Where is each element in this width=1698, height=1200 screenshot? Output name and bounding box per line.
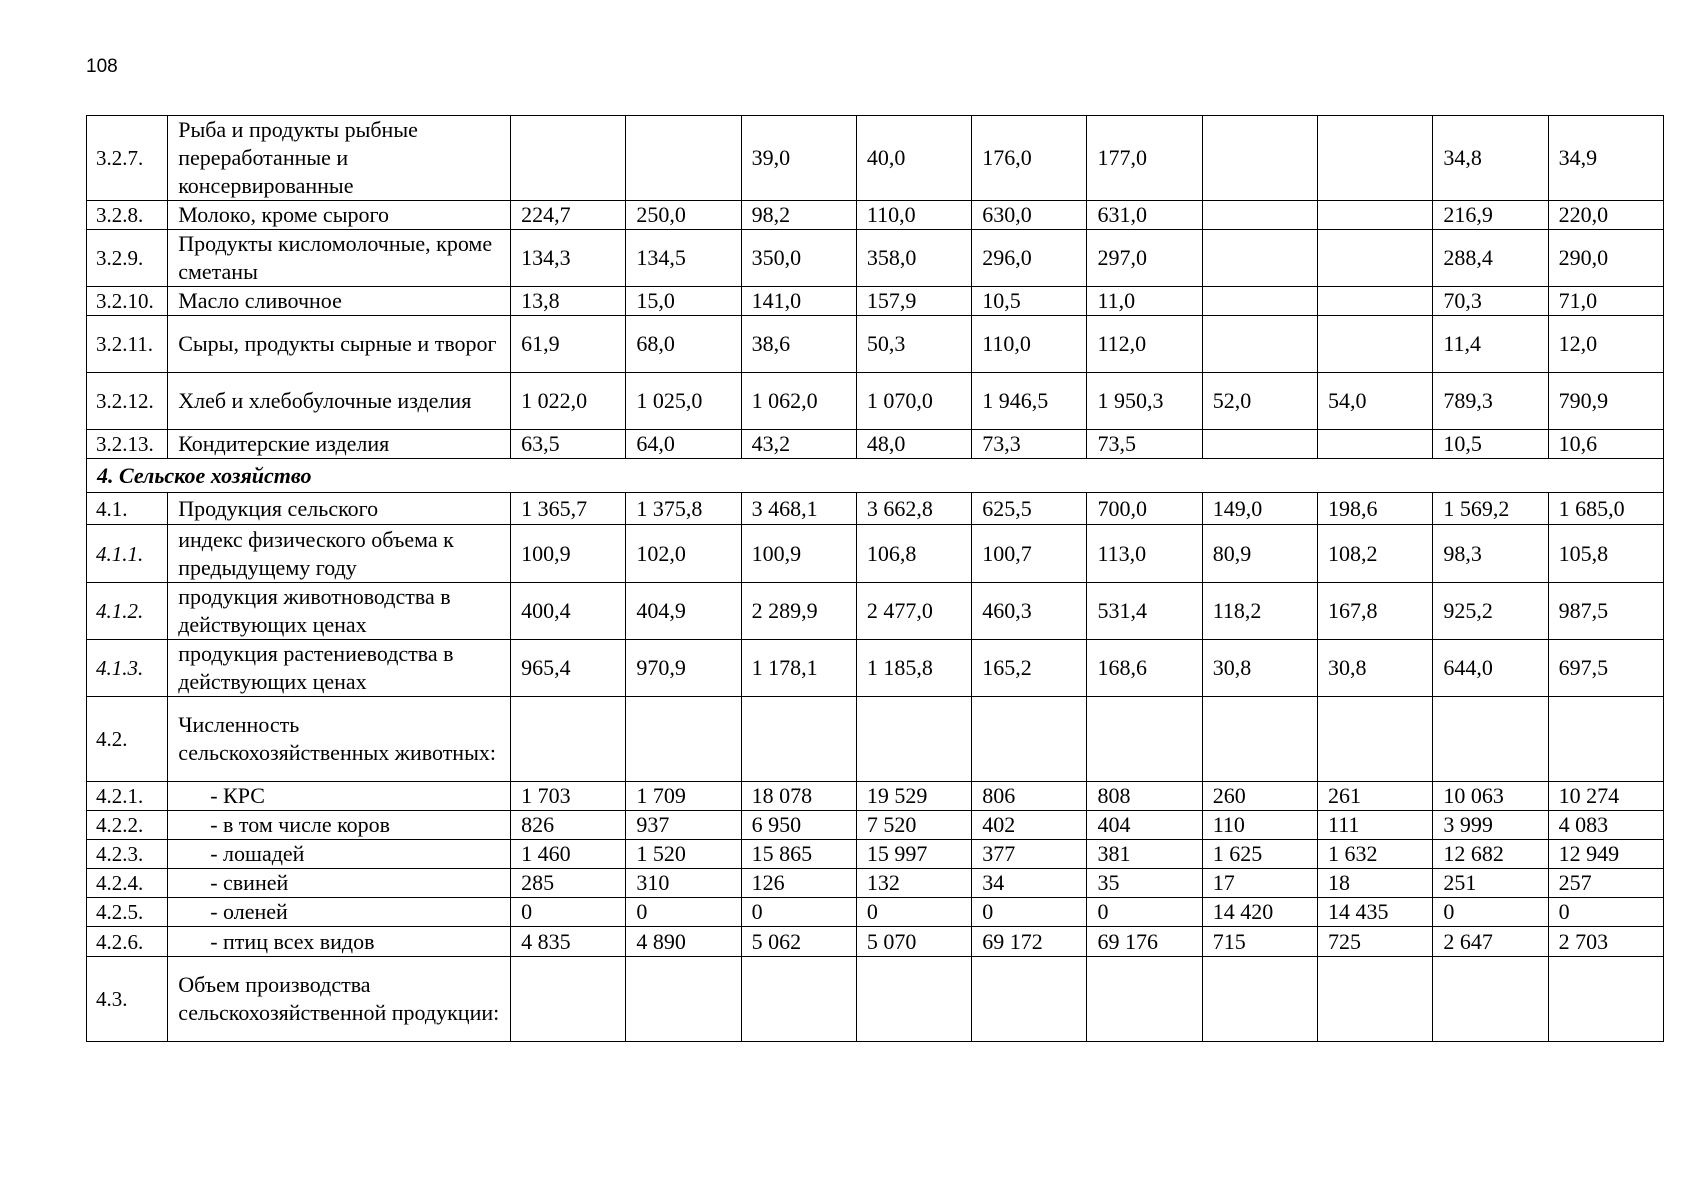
value-cell: 167,8 (1318, 583, 1433, 640)
value-cell: 260 (1202, 782, 1317, 811)
table-row (87, 201, 1664, 230)
value-cell: 10 274 (1548, 782, 1663, 811)
value-cell: 38,6 (741, 316, 856, 373)
value-cell (1318, 230, 1433, 287)
value-cell (1087, 697, 1202, 782)
value-cell: 177,0 (1087, 116, 1202, 201)
table-row (87, 116, 1664, 201)
value-cell: 73,5 (1087, 430, 1202, 459)
value-cell: 73,3 (972, 430, 1087, 459)
row-number: 3.2.12. (87, 373, 168, 430)
value-cell: 715 (1202, 927, 1317, 957)
table-row (87, 811, 1664, 840)
value-cell: 15 997 (856, 840, 971, 869)
value-cell: 1 632 (1318, 840, 1433, 869)
value-cell: 3 999 (1433, 811, 1548, 840)
value-cell: 4 835 (511, 927, 626, 957)
row-label: Сыры, продукты сырные и творог (168, 316, 511, 373)
value-cell: 3 468,1 (741, 493, 856, 525)
value-cell: 296,0 (972, 230, 1087, 287)
value-cell: 35 (1087, 869, 1202, 898)
value-cell (1548, 957, 1663, 1042)
table-row (87, 493, 1664, 525)
row-label: Объем производства сельскохозяйственной продукции: (168, 957, 511, 1042)
value-cell: 358,0 (856, 230, 971, 287)
value-cell: 110,0 (972, 316, 1087, 373)
value-cell: 5 062 (741, 927, 856, 957)
value-cell (1202, 430, 1317, 459)
value-cell: 531,4 (1087, 583, 1202, 640)
value-cell: 15 865 (741, 840, 856, 869)
value-cell: 625,5 (972, 493, 1087, 525)
value-cell: 261 (1318, 782, 1433, 811)
row-label: Продукция сельского (168, 493, 511, 525)
value-cell (1202, 201, 1317, 230)
value-cell (511, 957, 626, 1042)
value-cell: 18 078 (741, 782, 856, 811)
value-cell: 34 (972, 869, 1087, 898)
value-cell: 48,0 (856, 430, 971, 459)
value-cell: 63,5 (511, 430, 626, 459)
value-cell: 310 (626, 869, 741, 898)
value-cell: 110 (1202, 811, 1317, 840)
value-cell (1202, 957, 1317, 1042)
value-cell: 108,2 (1318, 525, 1433, 583)
value-cell: 1 709 (626, 782, 741, 811)
value-cell: 14 435 (1318, 898, 1433, 927)
value-cell (1202, 230, 1317, 287)
row-number: 4.3. (87, 957, 168, 1042)
row-number: 4.1.3. (87, 640, 168, 697)
row-label: Рыба и продукты рыбные переработанные и консервированные (168, 116, 511, 201)
table-row (87, 869, 1664, 898)
value-cell: 1 070,0 (856, 373, 971, 430)
value-cell (1318, 430, 1433, 459)
value-cell: 2 703 (1548, 927, 1663, 957)
value-cell (511, 697, 626, 782)
table-row (87, 525, 1664, 583)
value-cell: 30,8 (1318, 640, 1433, 697)
value-cell: 1 703 (511, 782, 626, 811)
value-cell: 1 062,0 (741, 373, 856, 430)
value-cell: 1 520 (626, 840, 741, 869)
row-label: Молоко, кроме сырого (168, 201, 511, 230)
page-number: 108 (86, 56, 118, 77)
value-cell: 297,0 (1087, 230, 1202, 287)
value-cell (741, 957, 856, 1042)
section-row (87, 459, 1664, 493)
value-cell: 0 (972, 898, 1087, 927)
value-cell: 1 178,1 (741, 640, 856, 697)
value-cell: 100,9 (511, 525, 626, 583)
statistics-table (86, 115, 1664, 1042)
value-cell: 4 083 (1548, 811, 1663, 840)
row-label: - КРС (168, 782, 511, 811)
value-cell (1433, 957, 1548, 1042)
value-cell (1087, 957, 1202, 1042)
value-cell (1202, 697, 1317, 782)
value-cell: 377 (972, 840, 1087, 869)
value-cell: 198,6 (1318, 493, 1433, 525)
value-cell: 12,0 (1548, 316, 1663, 373)
value-cell: 700,0 (1087, 493, 1202, 525)
value-cell (856, 957, 971, 1042)
row-number: 3.2.8. (87, 201, 168, 230)
table-row (87, 898, 1664, 927)
table-row (87, 583, 1664, 640)
value-cell: 30,8 (1202, 640, 1317, 697)
value-cell: 4 890 (626, 927, 741, 957)
value-cell: 0 (741, 898, 856, 927)
value-cell: 105,8 (1548, 525, 1663, 583)
value-cell: 0 (1433, 898, 1548, 927)
value-cell: 806 (972, 782, 1087, 811)
value-cell: 1 025,0 (626, 373, 741, 430)
value-cell: 404 (1087, 811, 1202, 840)
value-cell: 98,2 (741, 201, 856, 230)
value-cell: 1 950,3 (1087, 373, 1202, 430)
value-cell: 381 (1087, 840, 1202, 869)
row-label: - лошадей (168, 840, 511, 869)
value-cell: 1 685,0 (1548, 493, 1663, 525)
value-cell: 285 (511, 869, 626, 898)
row-label: индекс физического объема к предыдущему году (168, 525, 511, 583)
value-cell: 1 375,8 (626, 493, 741, 525)
value-cell: 290,0 (1548, 230, 1663, 287)
value-cell: 111 (1318, 811, 1433, 840)
value-cell: 134,3 (511, 230, 626, 287)
section-title: 4. Сельское хозяйство (87, 459, 1664, 493)
value-cell: 5 070 (856, 927, 971, 957)
value-cell: 725 (1318, 927, 1433, 957)
row-number: 3.2.10. (87, 287, 168, 316)
table-body (87, 116, 1664, 1042)
value-cell: 34,8 (1433, 116, 1548, 201)
row-number: 3.2.11. (87, 316, 168, 373)
value-cell: 0 (511, 898, 626, 927)
row-number: 4.1.2. (87, 583, 168, 640)
value-cell: 168,6 (1087, 640, 1202, 697)
value-cell: 1 022,0 (511, 373, 626, 430)
table-row (87, 373, 1664, 430)
value-cell: 10 063 (1433, 782, 1548, 811)
value-cell (1433, 697, 1548, 782)
value-cell: 50,3 (856, 316, 971, 373)
value-cell: 216,9 (1433, 201, 1548, 230)
value-cell: 400,4 (511, 583, 626, 640)
row-number: 4.1.1. (87, 525, 168, 583)
value-cell: 2 477,0 (856, 583, 971, 640)
row-label: Численность сельскохозяйственных животных: (168, 697, 511, 782)
table-row (87, 316, 1664, 373)
table-row (87, 640, 1664, 697)
value-cell: 630,0 (972, 201, 1087, 230)
value-cell: 1 365,7 (511, 493, 626, 525)
value-cell: 1 946,5 (972, 373, 1087, 430)
row-number: 4.2.4. (87, 869, 168, 898)
value-cell: 2 647 (1433, 927, 1548, 957)
value-cell: 1 185,8 (856, 640, 971, 697)
value-cell (1318, 957, 1433, 1042)
value-cell: 110,0 (856, 201, 971, 230)
value-cell: 11,4 (1433, 316, 1548, 373)
value-cell: 1 569,2 (1433, 493, 1548, 525)
value-cell: 808 (1087, 782, 1202, 811)
value-cell: 98,3 (1433, 525, 1548, 583)
value-cell: 350,0 (741, 230, 856, 287)
value-cell: 965,4 (511, 640, 626, 697)
value-cell: 52,0 (1202, 373, 1317, 430)
row-number: 4.1. (87, 493, 168, 525)
value-cell (972, 697, 1087, 782)
value-cell: 157,9 (856, 287, 971, 316)
table-row (87, 957, 1664, 1042)
value-cell (1548, 697, 1663, 782)
value-cell (626, 116, 741, 201)
value-cell: 987,5 (1548, 583, 1663, 640)
value-cell: 61,9 (511, 316, 626, 373)
table-row (87, 927, 1664, 957)
value-cell: 251 (1433, 869, 1548, 898)
value-cell: 460,3 (972, 583, 1087, 640)
value-cell: 18 (1318, 869, 1433, 898)
table-row (87, 840, 1664, 869)
value-cell: 149,0 (1202, 493, 1317, 525)
table-row (87, 782, 1664, 811)
value-cell: 11,0 (1087, 287, 1202, 316)
row-number: 4.2.3. (87, 840, 168, 869)
table-row (87, 430, 1664, 459)
value-cell: 80,9 (1202, 525, 1317, 583)
value-cell: 644,0 (1433, 640, 1548, 697)
value-cell: 100,9 (741, 525, 856, 583)
value-cell: 68,0 (626, 316, 741, 373)
value-cell: 3 662,8 (856, 493, 971, 525)
row-label: Хлеб и хлебобулочные изделия (168, 373, 511, 430)
value-cell: 71,0 (1548, 287, 1663, 316)
value-cell (1202, 116, 1317, 201)
value-cell: 176,0 (972, 116, 1087, 201)
value-cell: 7 520 (856, 811, 971, 840)
value-cell: 40,0 (856, 116, 971, 201)
value-cell (1318, 697, 1433, 782)
value-cell (1318, 316, 1433, 373)
value-cell (511, 116, 626, 201)
value-cell: 12 949 (1548, 840, 1663, 869)
row-label: - оленей (168, 898, 511, 927)
value-cell (1318, 287, 1433, 316)
value-cell: 132 (856, 869, 971, 898)
value-cell: 100,7 (972, 525, 1087, 583)
value-cell: 134,5 (626, 230, 741, 287)
table-row (87, 230, 1664, 287)
value-cell: 13,8 (511, 287, 626, 316)
value-cell: 12 682 (1433, 840, 1548, 869)
row-label: - свиней (168, 869, 511, 898)
row-number: 4.2.2. (87, 811, 168, 840)
value-cell: 141,0 (741, 287, 856, 316)
value-cell (1202, 287, 1317, 316)
value-cell: 2 289,9 (741, 583, 856, 640)
value-cell: 0 (1548, 898, 1663, 927)
value-cell: 631,0 (1087, 201, 1202, 230)
value-cell (1318, 201, 1433, 230)
row-label: - птиц всех видов (168, 927, 511, 957)
value-cell: 10,6 (1548, 430, 1663, 459)
value-cell: 106,8 (856, 525, 971, 583)
value-cell (972, 957, 1087, 1042)
row-label: Продукты кисломолочные, кроме сметаны (168, 230, 511, 287)
value-cell (626, 697, 741, 782)
value-cell: 14 420 (1202, 898, 1317, 927)
row-label: Масло сливочное (168, 287, 511, 316)
value-cell: 54,0 (1318, 373, 1433, 430)
row-label: Кондитерские изделия (168, 430, 511, 459)
value-cell: 1 625 (1202, 840, 1317, 869)
value-cell: 113,0 (1087, 525, 1202, 583)
value-cell: 6 950 (741, 811, 856, 840)
value-cell: 15,0 (626, 287, 741, 316)
value-cell: 789,3 (1433, 373, 1548, 430)
value-cell: 925,2 (1433, 583, 1548, 640)
value-cell: 826 (511, 811, 626, 840)
value-cell: 69 176 (1087, 927, 1202, 957)
value-cell (1318, 116, 1433, 201)
value-cell: 257 (1548, 869, 1663, 898)
value-cell: 34,9 (1548, 116, 1663, 201)
value-cell (856, 697, 971, 782)
row-number: 3.2.7. (87, 116, 168, 201)
value-cell: 288,4 (1433, 230, 1548, 287)
value-cell: 790,9 (1548, 373, 1663, 430)
row-label: - в том числе коров (168, 811, 511, 840)
value-cell: 1 460 (511, 840, 626, 869)
value-cell: 0 (1087, 898, 1202, 927)
value-cell: 0 (856, 898, 971, 927)
row-number: 4.2.5. (87, 898, 168, 927)
value-cell: 250,0 (626, 201, 741, 230)
value-cell: 402 (972, 811, 1087, 840)
value-cell: 112,0 (1087, 316, 1202, 373)
value-cell: 224,7 (511, 201, 626, 230)
value-cell: 19 529 (856, 782, 971, 811)
row-number: 4.2. (87, 697, 168, 782)
value-cell: 126 (741, 869, 856, 898)
value-cell: 39,0 (741, 116, 856, 201)
row-number: 4.2.6. (87, 927, 168, 957)
value-cell: 64,0 (626, 430, 741, 459)
value-cell: 43,2 (741, 430, 856, 459)
row-number: 3.2.9. (87, 230, 168, 287)
row-number: 4.2.1. (87, 782, 168, 811)
value-cell: 10,5 (972, 287, 1087, 316)
table-row (87, 697, 1664, 782)
value-cell: 937 (626, 811, 741, 840)
value-cell: 970,9 (626, 640, 741, 697)
value-cell: 102,0 (626, 525, 741, 583)
value-cell: 10,5 (1433, 430, 1548, 459)
row-label: продукция животноводства в действующих ценах (168, 583, 511, 640)
value-cell: 118,2 (1202, 583, 1317, 640)
value-cell: 697,5 (1548, 640, 1663, 697)
row-label: продукция растениеводства в действующих ценах (168, 640, 511, 697)
value-cell: 69 172 (972, 927, 1087, 957)
table-row (87, 287, 1664, 316)
value-cell: 70,3 (1433, 287, 1548, 316)
value-cell (741, 697, 856, 782)
value-cell: 165,2 (972, 640, 1087, 697)
value-cell: 0 (626, 898, 741, 927)
value-cell (626, 957, 741, 1042)
value-cell (1202, 316, 1317, 373)
row-number: 3.2.13. (87, 430, 168, 459)
value-cell: 17 (1202, 869, 1317, 898)
value-cell: 220,0 (1548, 201, 1663, 230)
value-cell: 404,9 (626, 583, 741, 640)
